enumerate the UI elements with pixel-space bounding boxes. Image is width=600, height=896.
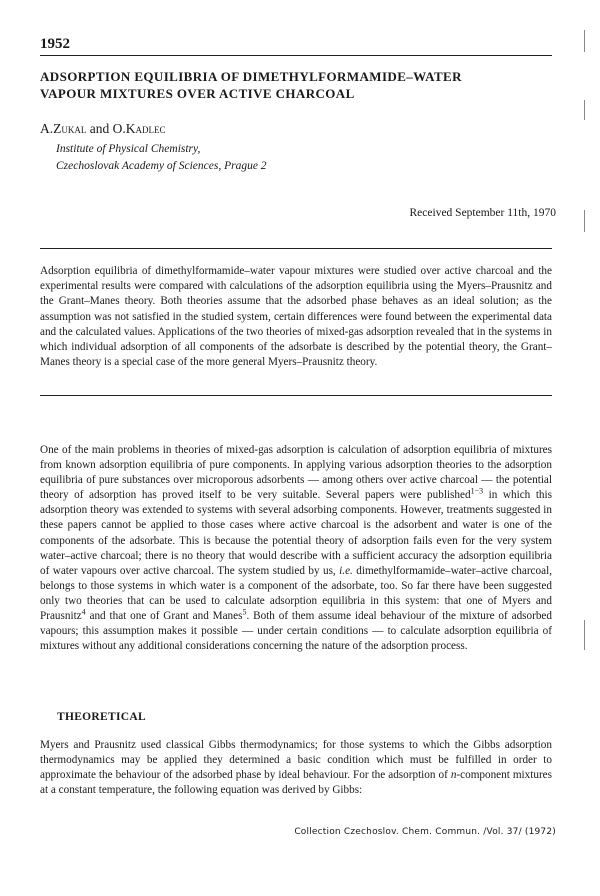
abstract-top-rule [40,248,552,249]
reference-1-3: 1−3 [470,486,484,496]
author-1: A.Zukal [40,121,87,136]
received-date: Received September 11th, 1970 [409,207,556,219]
title-line-1: ADSORPTION EQUILIBRIA OF DIMETHYLFORMAMIDE–WATER [40,69,462,84]
affiliation-line-1: Institute of Physical Chemistry, [56,143,201,155]
intro-text-1: One of the main problems in theories of mixed-gas adsorption is calculation of adsorption equilibria of mixtures from known adsorption equilibria of pure components. In applying various adsorption theories to the adsorption equilibria of pure substances over microporous adsorbents — among others over active charcoal — the potential theory of adsorption has proved itself to be very suitable. Several papers were published [40,444,552,502]
theoretical-paragraph [40,738,552,798]
header-rule [40,55,552,56]
reference-4: 4 [81,607,86,617]
affiliation [56,141,267,175]
reference-5: 5 [242,607,247,617]
article-title [40,68,560,102]
abstract: Adsorption equilibria of dimethylformamide–water vapour mixtures were studied over active charcoal and the experimental results were compared with calculations of the adsorption equilibria using the Myers–Prausnitz and the Grant–Manes theory. Both theories assume that the adsorbed phase behaves as an ideal solution; as the assumption was not satisfied in the studied system, certain differences were found between the experimental data and the calculated values. Applications of the two theories of mixed-gas adsorption revealed that in the systems in which individual adsorption of all components of the adsorbate is described by the potential theory, the Grant–Manes theory is a special case of the more general Myers–Prausnitz theory. [40,265,552,369]
affiliation-line-2: Czechoslovak Academy of Sciences, Prague 2 [56,160,267,172]
author-2: O.Kadlec [112,121,166,136]
scan-margin-mark [584,620,585,650]
n-italic: n [450,769,457,782]
intro-text-2: in which this adsorption theory was extended to systems with several adsorbing components. However, treatments suggested in these papers cannot be applied to those cases where active charcoal is the adsorbent and water is one of the components of the adsorbate. This is because the potential theory of adsorption fails even for the very system water–active charcoal; there is no theory that would describe with a sufficient accuracy the adsorption equilibria of water vapours over active charcoal. The system studied by us, [40,489,552,577]
section-heading-theoretical: THEORETICAL [57,711,146,723]
intro-text-3: dimethylformamide–water–active charcoal, belongs to those systems in which water is a component of the adsorbate, too. So far there have been suggested only two theories that can be used to calculate adsorption equilibria in this system: that one of Myers and Prausnitz [40,564,552,623]
scan-margin-mark [584,30,585,52]
scan-margin-mark [584,210,585,232]
author-conjunction: and [89,121,110,136]
authors [40,121,166,137]
theory-text-1: Myers and Prausnitz used classical Gibbs thermodynamics; for those systems to which the Gibbs adsorption thermodynamics may be applied they determined a basic condition which must be fulfilled in order to approximate the behaviour of the adsorbed phase by ideal behaviour. For the adsorption of [40,739,552,782]
page-number: 1952 [40,36,70,52]
title-line-2: VAPOUR MIXTURES OVER ACTIVE CHARCOAL [40,86,355,101]
intro-text-4: and that one of Grant and Manes [85,610,243,623]
intro-text-5: . Both of them assume ideal behaviour of the mixture of adsorbed vapours; this assumption makes it possible — under certain conditions — to calculate adsorption equilibria of mixtures without any additional considerations concerning the nature of the adsorption process. [40,610,552,653]
journal-footer: Collection Czechoslov. Chem. Commun. /Vol. 37/ (1972) [294,827,556,837]
introduction-paragraph [40,443,552,654]
theory-text-2: -component mixtures at a constant temperature, the following equation was derived by Gibbs: [40,769,552,797]
scan-margin-mark [584,100,585,120]
abstract-bottom-rule [40,395,552,396]
ie-italic: i.e. [339,564,353,577]
